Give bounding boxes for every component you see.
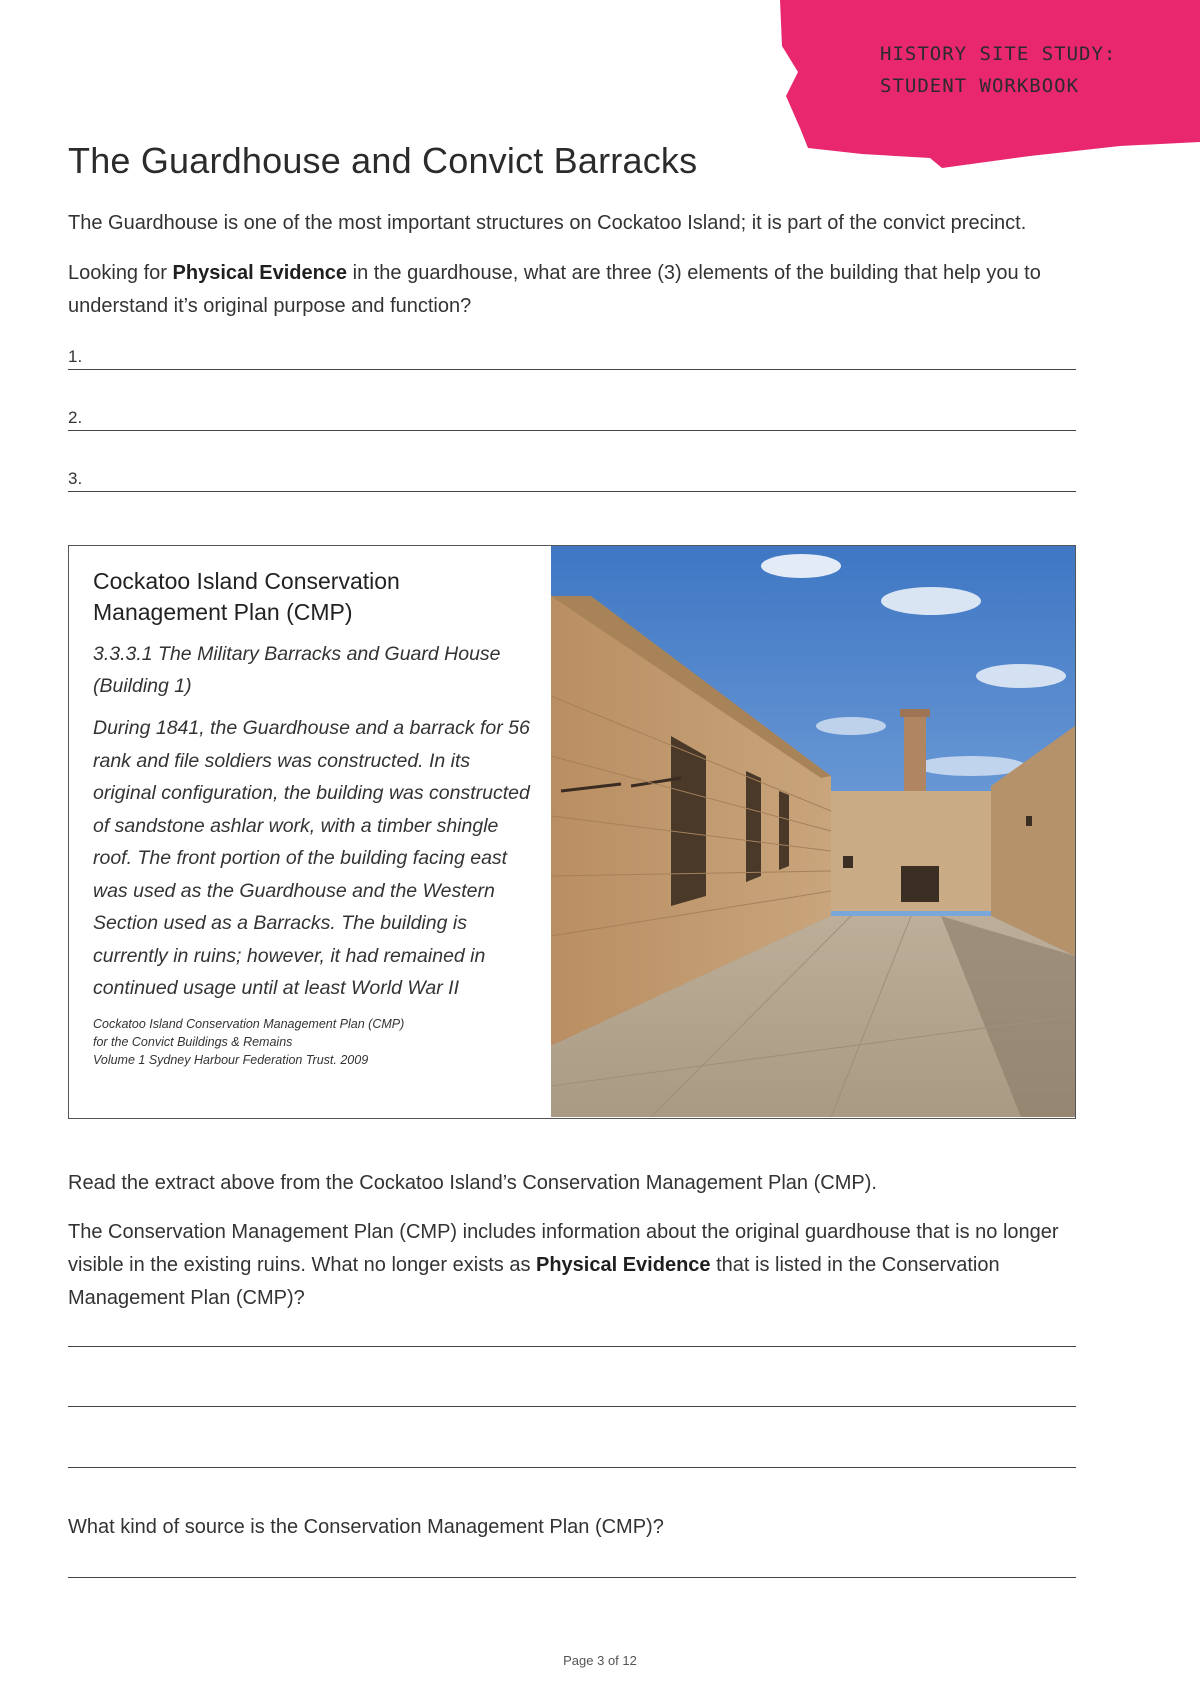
question-3: What kind of source is the Conservation Management Plan (CMP)?: [68, 1516, 664, 1538]
answer-line-q2-2[interactable]: [68, 1406, 1076, 1407]
question-1-text-b: in the guardhouse, what are three (3) elements of the building that help you to understand it’s original purpose and function?: [68, 262, 1041, 317]
answer-line-1[interactable]: [68, 339, 1076, 370]
cmp-citation: [93, 1015, 533, 1069]
intro-paragraph: The Guardhouse is one of the most important structures on Cockatoo Island; it is part of the convict precinct.: [68, 212, 1027, 234]
answer-line-1-number: 1.: [68, 347, 83, 366]
header-banner: [780, 0, 1200, 175]
cmp-extract-box: [68, 545, 1076, 1119]
guardhouse-ruins-photo: [551, 546, 1075, 1117]
answer-line-2-number: 2.: [68, 408, 83, 427]
cmp-text-column: [93, 566, 533, 1069]
cmp-citation-line: for the Convict Buildings & Remains: [93, 1034, 293, 1049]
answer-line-3-number: 3.: [68, 469, 83, 488]
read-extract-instruction: Read the extract above from the Cockatoo Island’s Conservation Management Plan (CMP).: [68, 1172, 877, 1194]
cmp-citation-line: Cockatoo Island Conservation Management Plan (CMP): [93, 1016, 405, 1031]
question-1-bold: Physical Evidence: [172, 262, 348, 284]
answer-line-q3[interactable]: [68, 1577, 1076, 1578]
cmp-quote: During 1841, the Guardhouse and a barrack for 56 rank and file soldiers was constructed. In its original configuration, the building was constructed of sandstone ashlar work, with a timber shingle roof. The front portion of the building facing east was used as the Guardhouse and the Western Section used as a Barracks. The building is currently in ruins; however, it had remained in continued usage until at least World War II: [93, 717, 530, 999]
question-2-text-a: The Conservation Management Plan (CMP) includes information about the original guardhouse that is no longer visible in the existing ruins. What no longer exists as: [68, 1221, 1059, 1276]
answer-line-2[interactable]: [68, 400, 1076, 431]
cmp-citation-line: Volume 1 Sydney Harbour Federation Trust. 2009: [93, 1052, 369, 1067]
answer-line-q2-1[interactable]: [68, 1346, 1076, 1347]
banner-text: [880, 38, 1180, 102]
page-number: Page 3 of 12: [563, 1653, 637, 1668]
answer-line-3[interactable]: [68, 461, 1076, 492]
cmp-subheading: 3.3.3.1 The Military Barracks and Guard House (Building 1): [93, 643, 501, 697]
page-title: The Guardhouse and Convict Barracks: [68, 140, 698, 181]
question-2-bold: Physical Evidence: [536, 1254, 711, 1276]
question-2: [68, 1216, 1078, 1315]
question-1-text-a: Looking for: [68, 262, 173, 284]
banner-line-2: STUDENT WORKBOOK: [880, 75, 1080, 97]
answer-line-q2-3[interactable]: [68, 1467, 1076, 1468]
question-1: [68, 257, 1078, 323]
cmp-heading: Cockatoo Island Conservation Management Plan (CMP): [93, 568, 400, 625]
question-2-text-b: that is listed in the Conservation Management Plan (CMP)?: [68, 1254, 1000, 1309]
banner-line-1: HISTORY SITE STUDY:: [880, 43, 1117, 65]
